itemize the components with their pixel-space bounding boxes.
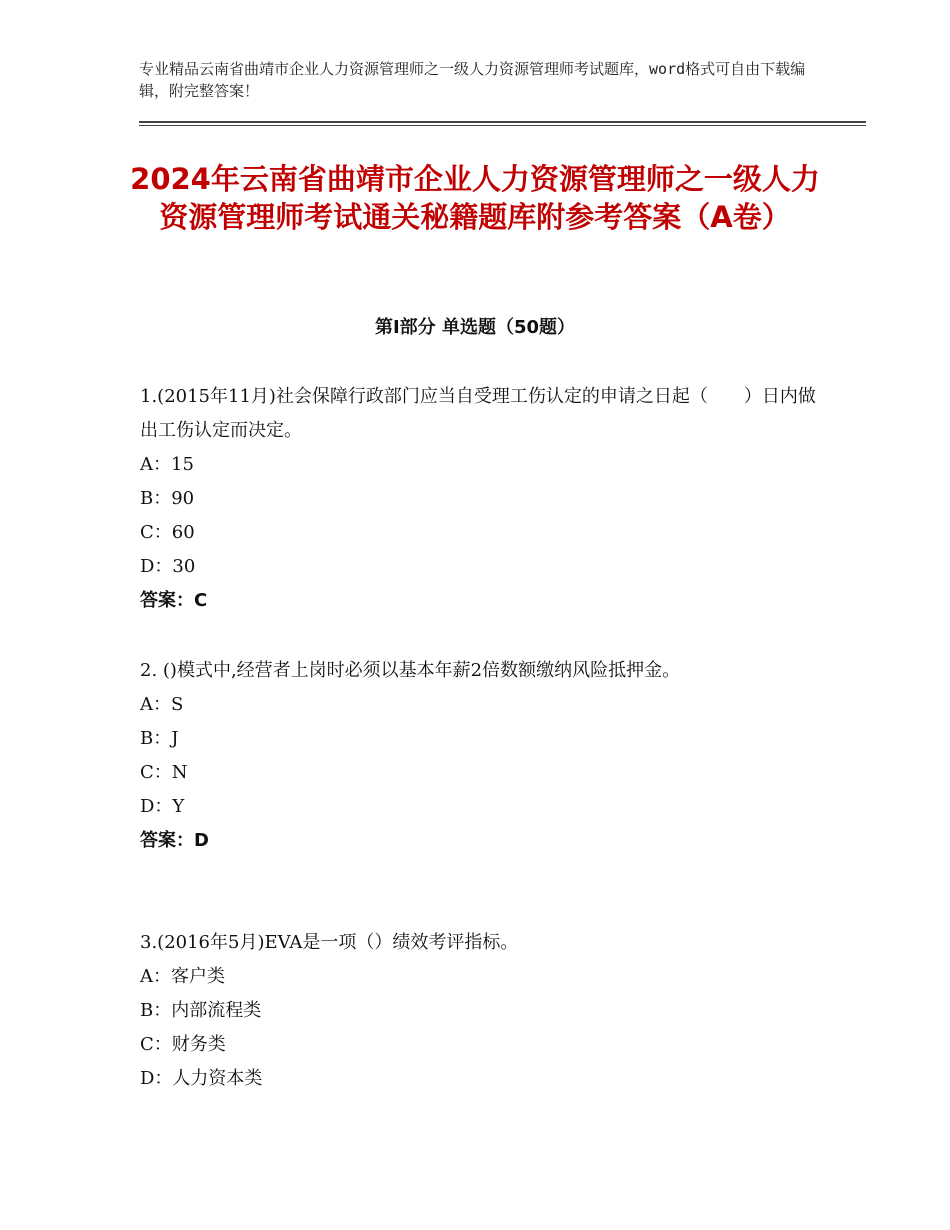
question-stem: 3.(2016年5月)EVA是一项（）绩效考评指标。 [140, 932, 519, 953]
header-divider [139, 121, 866, 123]
option-c: C：财务类 [140, 1034, 226, 1055]
answer: 答案：C [140, 590, 208, 611]
option-c: C：N [140, 762, 188, 783]
question-2 [140, 654, 820, 858]
option-a: A：S [140, 694, 184, 715]
option-d: D：人力资本类 [140, 1068, 263, 1089]
option-d: D：Y [140, 796, 185, 817]
option-d: D：30 [140, 556, 196, 577]
section-title: 第Ⅰ部分 单选题（50题） [374, 317, 575, 338]
option-a: A：客户类 [140, 966, 225, 987]
question-stem: 2. ()模式中,经营者上岗时必须以基本年薪2倍数额缴纳风险抵押金。 [140, 660, 681, 681]
header-note: 专业精品云南省曲靖市企业人力资源管理师之一级人力资源管理师考试题库，word格式可自由下载编辑，附完整答案！ [139, 60, 806, 100]
document-title: 2024年云南省曲靖市企业人力资源管理师之一级人力资源管理师考试通关秘籍题库附参考答案（A卷） [130, 162, 820, 234]
option-b: B：90 [140, 488, 195, 509]
question-stem: 1.(2015年11月)社会保障行政部门应当自受理工伤认定的申请之日起（ ）日内做出工伤认定而决定。 [140, 386, 816, 441]
option-b: B：J [140, 728, 179, 749]
answer: 答案：D [140, 830, 209, 851]
question-1 [140, 380, 820, 618]
option-b: B：内部流程类 [140, 1000, 262, 1021]
option-a: A：15 [140, 454, 194, 475]
question-3 [140, 926, 820, 1096]
header-divider-thin [139, 125, 866, 126]
option-c: C：60 [140, 522, 195, 543]
